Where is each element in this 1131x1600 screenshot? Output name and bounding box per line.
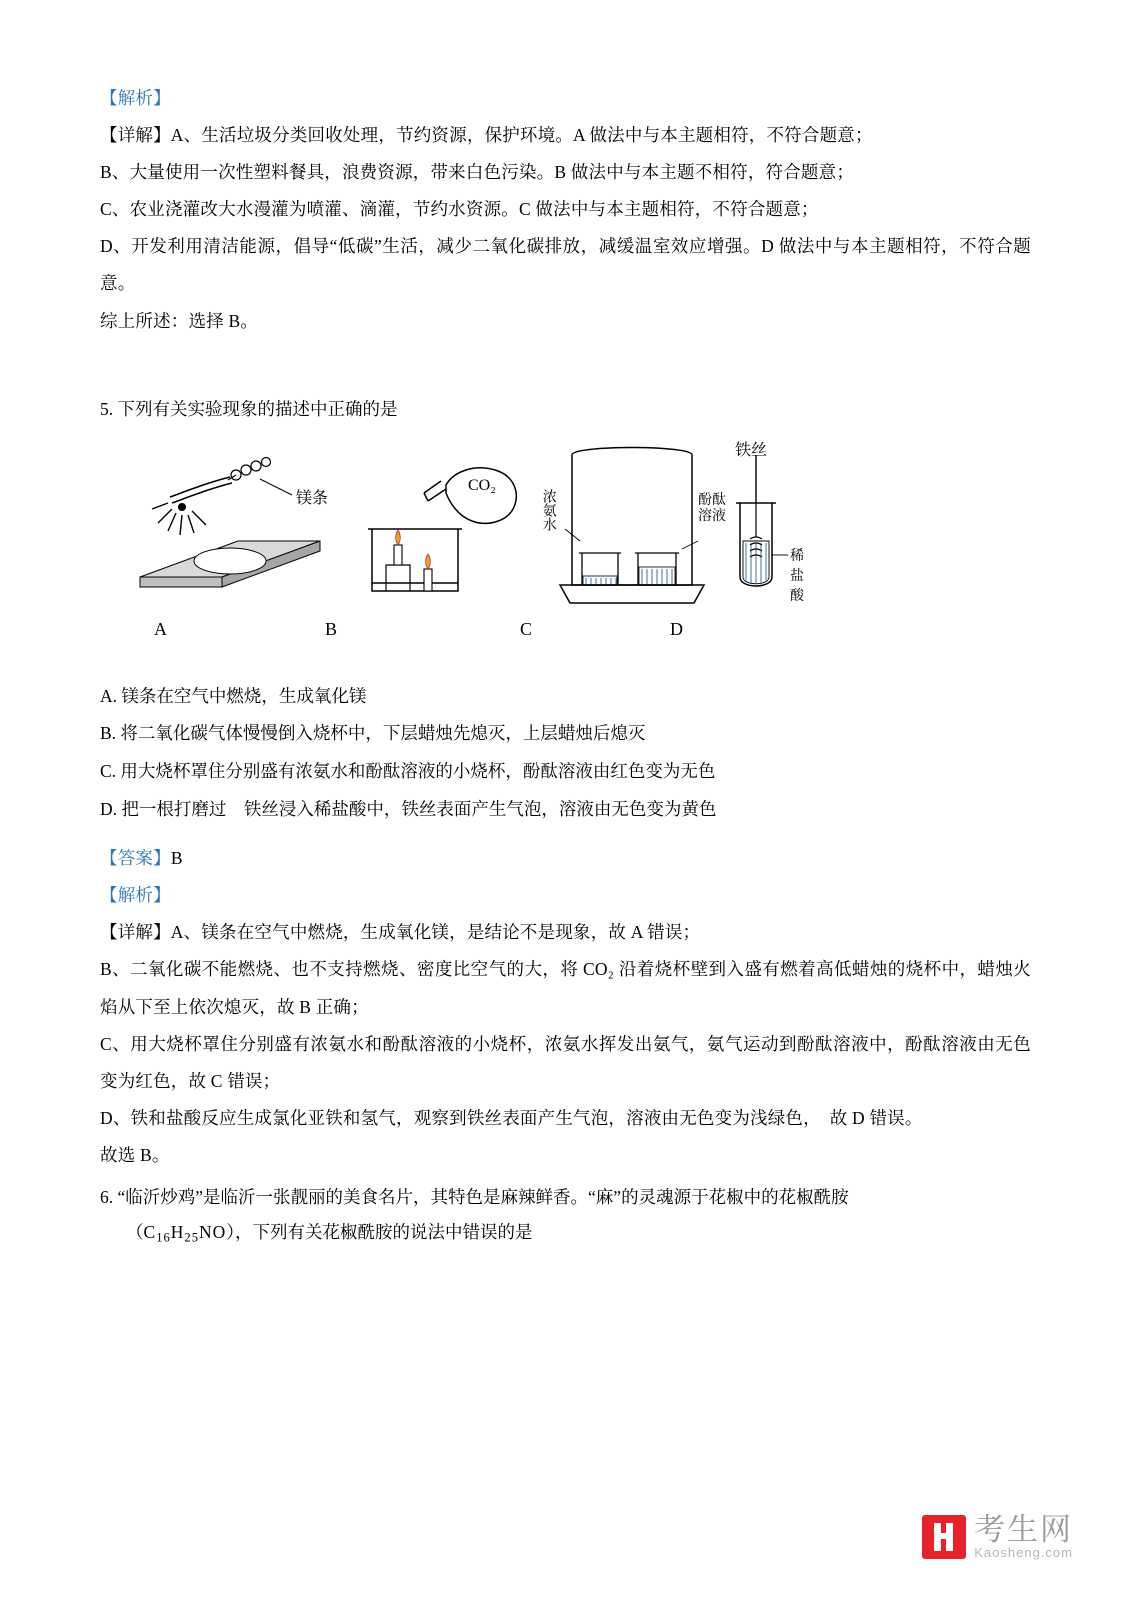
- label-panel-a: A: [154, 618, 167, 639]
- panel-d-graphic: [736, 455, 788, 586]
- q6-number: 6.: [100, 1187, 114, 1207]
- q5-option-d: D. 把一根打磨过 铁丝浸入稀盐酸中，铁丝表面产生气泡，溶液由无色变为黄色: [100, 798, 717, 819]
- analysis-label: 【解析】: [100, 88, 171, 108]
- label-phenolphthalein: 酚酞溶液: [698, 492, 726, 524]
- formula-h: H: [170, 1222, 185, 1242]
- watermark: [922, 1511, 1073, 1561]
- q6-line-1: [100, 1180, 1031, 1215]
- q5-stem: 下列有关实验现象的描述中正确的是: [117, 398, 398, 419]
- figure-gap: [100, 666, 1031, 678]
- label-panel-b: B: [325, 618, 338, 639]
- label-panel-c: C: [520, 618, 533, 639]
- q5-number: 5.: [100, 398, 114, 419]
- answer-gap: [100, 828, 1031, 840]
- q4-detail-line-1: 【详解】A、生活垃圾分类回收处理，节约资源，保护环境。A 做法中与本主题相符，不符合题意；: [100, 125, 873, 146]
- q5-answer-line: [100, 840, 1031, 877]
- q4-analysis-block: [100, 80, 1031, 340]
- formula-c-sub: 16: [156, 1230, 171, 1245]
- watermark-text: [974, 1511, 1073, 1561]
- q6-stem-part-1: “临沂炒鸡”是临沂一张靓丽的美食名片，其特色是麻辣鲜香。“麻”的灵魂源于花椒中的花椒酰胺: [117, 1187, 849, 1207]
- q5-option-b: B. 将二氧化碳气体慢慢倒入烧杯中，下层蜡烛先熄灭，上层蜡烛后熄灭: [100, 723, 646, 744]
- panel-a-graphic: [140, 457, 320, 587]
- formula-c: C: [143, 1222, 157, 1242]
- q5-option-c: C. 用大烧杯罩住分别盛有浓氨水和酚酞溶液的小烧杯，酚酞溶液由红色变为无色: [100, 760, 716, 781]
- formula-o: O: [212, 1222, 227, 1242]
- q5-analysis-label: 【解析】: [100, 885, 171, 906]
- q6-formula: [143, 1222, 227, 1245]
- label-co2: CO₂: [468, 476, 496, 494]
- q4-conclusion: 综上所述：选择 B。: [100, 310, 259, 331]
- experiment-diagram-svg: [110, 437, 810, 662]
- label-ammonia-water: 浓氨水: [540, 488, 556, 531]
- label-panel-d: D: [670, 618, 683, 639]
- q5-stem-line: [100, 392, 1031, 427]
- label-mg-ribbon: 镁条: [296, 489, 329, 507]
- watermark-en: Kaosheng.com: [974, 1545, 1073, 1561]
- q5-detail-line-3: C、用大烧杯罩住分别盛有浓氨水和酚酞溶液的小烧杯，浓氨水挥发出氨气，氨气运动到酚酞溶液中，酚酞溶液由无色变为红色，故 C 错误；: [100, 1033, 1031, 1091]
- formula-h-sub: 25: [184, 1230, 200, 1245]
- section-gap: [100, 340, 1031, 392]
- formula-n: N: [199, 1222, 213, 1242]
- q6-stem-part-2: ），下列有关花椒酰胺的说法中错误的是: [226, 1222, 533, 1242]
- watermark-cn: 考生网: [974, 1511, 1073, 1547]
- answer-value: B: [170, 848, 183, 869]
- q5-conclusion: 故选 B。: [100, 1144, 170, 1165]
- q6-paren-open: （: [126, 1222, 144, 1242]
- label-dilute-hcl: 稀盐酸: [790, 548, 804, 604]
- q5-detail-line-1: 【详解】A、镁条在空气中燃烧，生成氧化镁，是结论不是现象，故 A 错误；: [100, 922, 701, 943]
- q5-option-a: A. 镁条在空气中燃烧，生成氧化镁: [100, 685, 367, 706]
- label-iron-wire: 铁丝: [735, 441, 768, 459]
- q4-detail-line-2: B、大量使用一次性塑料餐具，浪费资源，带来白色污染。B 做法中与本主题不相符，符合题意；: [100, 162, 855, 183]
- q4-detail-line-3: C、农业浇灌改大水漫灌为喷灌、滴灌，节约水资源。C 做法中与本主题相符，不符合题意；: [100, 199, 819, 220]
- q5-detail-line-2: B、二氧化碳不能燃烧、也不支持燃烧、密度比空气的大，将 CO₂ 沿着烧杯壁到入盛有燃着高低蜡烛的烧杯中，蜡烛火焰从下至上依次熄灭，故 B 正确；: [100, 959, 1031, 1017]
- q4-detail-line-4: D、开发利用清洁能源，倡导“低碳”生活，减少二氧化碳排放，减缓温室效应增强。D 做法中与本主题相符，不符合题意。: [100, 236, 1031, 294]
- q5-figure: [110, 437, 810, 662]
- q6-line-2: [100, 1215, 1031, 1251]
- answer-label: 【答案】: [100, 848, 171, 869]
- panel-c-graphic: [560, 447, 704, 603]
- q5-detail-line-4: D、铁和盐酸反应生成氯化亚铁和氢气，观察到铁丝表面产生气泡，溶液由无色变为浅绿色， 故 D 错误。: [100, 1107, 923, 1128]
- watermark-logo-icon: [922, 1515, 966, 1559]
